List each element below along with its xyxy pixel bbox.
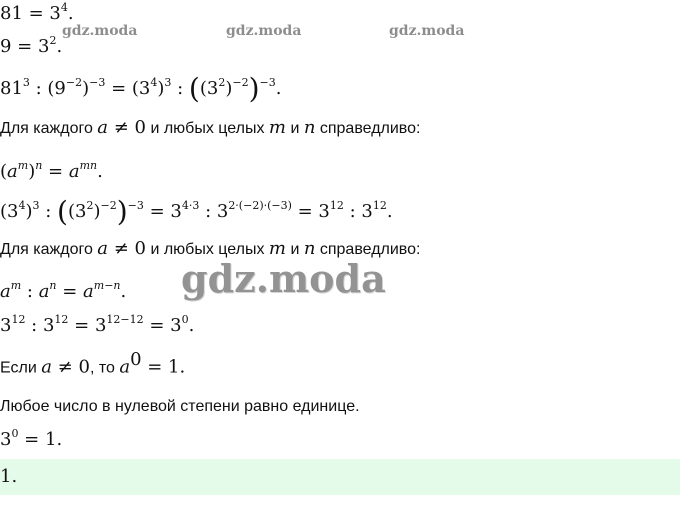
math-line-12: $3^0 = 1$. — [0, 427, 63, 450]
math-line-5: $(a^m)^n = a^{mn}$. — [0, 159, 103, 182]
watermark-large: gdz.moda — [181, 256, 386, 301]
watermark-2: gdz.moda — [226, 23, 302, 39]
answer-text: 1. — [0, 466, 18, 487]
condition-line: Если a ≠ 0, то $a^0 = 1$. — [0, 349, 186, 378]
math-line-3: $81^3$ : $(9^{-2})^{-3} = (3^4)^3$ : $((3^2)^{-2})^{-3}$. — [0, 72, 282, 105]
watermark-1: gdz.moda — [62, 23, 138, 39]
math-line-1: $81 = 3^4$. — [0, 1, 74, 24]
statement-line: Любое число в нулевой степени равно единице. — [0, 398, 360, 415]
math-line-8: $a^m$ : $a^n = a^{m-n}$. — [0, 279, 127, 302]
answer-box — [0, 459, 680, 495]
rule-text-1: Для каждого a ≠ 0 и любых целых m и n справедливо: — [0, 117, 421, 138]
math-line-9: $3^{12}$ : $3^{12} = 3^{12-12} = 3^0$. — [0, 313, 195, 336]
math-line-6: $(3^4)^3$ : $((3^2)^{-2})^{-3} = 3^{4\cdot 3}$ : $3^{2\cdot(-2)\cdot(-3)} = 3^{12}$ : $3^{12}$. — [0, 195, 393, 228]
math-line-2: $9 = 3^2$. — [0, 34, 63, 57]
watermark-3: gdz.moda — [389, 23, 465, 39]
rule-text-2: Для каждого a ≠ 0 и любых целых m и n справедливо: — [0, 238, 421, 259]
